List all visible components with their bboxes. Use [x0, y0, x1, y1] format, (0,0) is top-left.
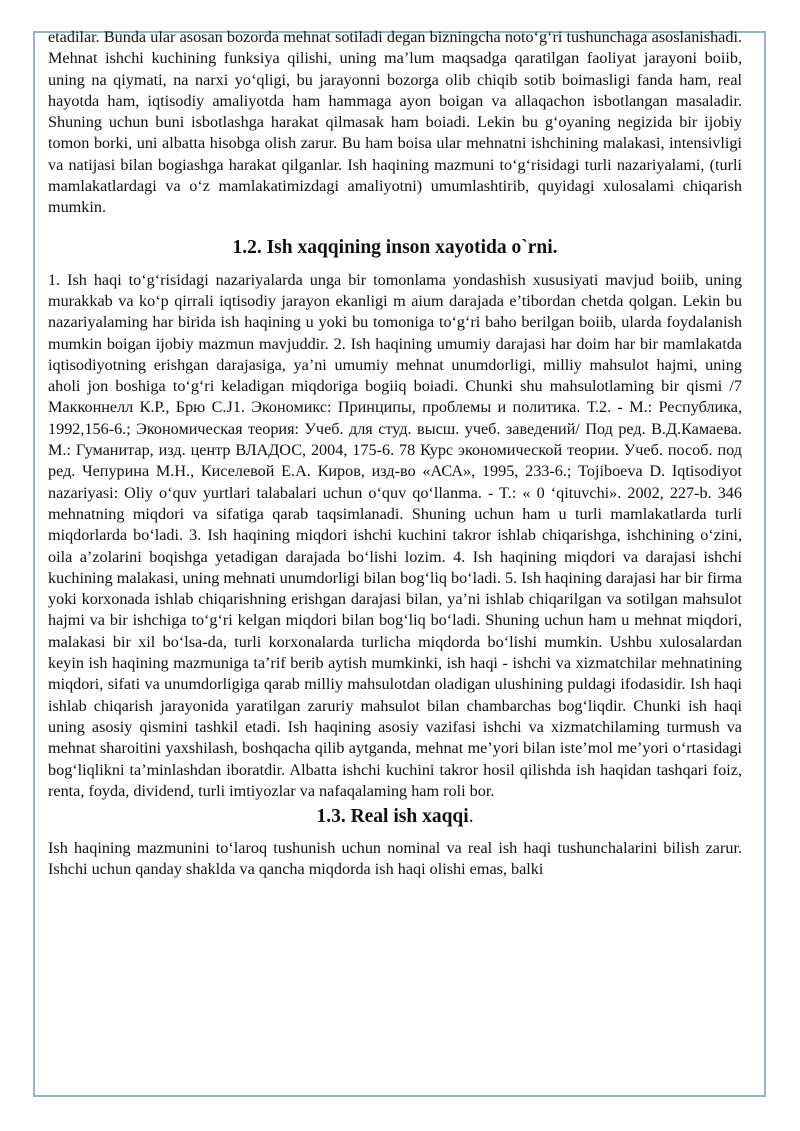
paragraph-conclusions: 1. Ish haqi to‘g‘risidagi nazariyalarda unga bir tomonlama yondashish xususiyati mavjud boiib, uning murakkab va ko‘p qirrali iqtisodiy jarayon ekanligi m aium darajada e’tibordan chetda qolgan. Lekin bu nazariyalaming har birida ish haqining u yoki bu tomoniga to‘g‘ri baho berilgan boiib, ularda foydalanish mumkin boigan ijobiy mazmun mavjuddir. 2. Ish haqining umumiy darajasi har doim har bir mamlakatda iqtisodiyotning erishgan darajasiga, ya’ni umumiy mehnat unumdorligi, milliy mahsulot hajmi, uning aholi jon boshiga to‘g‘ri keladigan miqdoriga bogiiq boiadi. Chunki shu mahsulotlaming bir qismi /7 Макконнелл К.Р., Брю С.J1. Экономикс: Принципы, проблемы и политика. Т.2. - М.: Республика, 1992,156-6.; Экономическая теория: Учеб. для студ. высш. учеб. заведений/ Под ред. В.Д.Камаева. М.: Гуманитар, изд. центр ВЛАДОС, 2004, 175-6. 78 Курс экономической теории. Учеб. пособ. под ред. Чепурина М.Н., Киселевой Е.А. Киров, изд-во «АСА», 1995, 233-6.; Tojiboeva D. Iqtisodiyot nazariyasi: Oliy o‘quv yurtlari talabalari uchun o‘quv qo‘llanma. - T.: « 0 ‘qituvchi». 2002, 227-b. 346 mehnatning miqdori va sifatiga qarab taqsimlanadi. Shuning uchun ham u turli mamlakatlarda turli miqdorlarda bo‘ladi. 3. Ish haqining miqdori ishchi kuchini takror ishlab chiqarishga, ishchining o‘zini, oila a’zolarini boqishga yetadigan darajada bo‘lishi lozim. 4. Ish haqining miqdori va darajasi ishchi kuchining malakasi, uning mehnati unumdorligi bilan bog‘liq bo‘ladi. 5. Ish haqining darajasi har bir firma yoki korxonada ishlab chiqarishning erishgan darajasi bilan, ya’ni ishlab chiqarilgan va sotilgan mahsulot hajmi va bir ishchiga to‘g‘ri kelgan miqdori bilan bog‘liq bo‘ladi. Shuning uchun ham u mehnat miqdori, malakasi bir xil bo‘lsa-da, turli korxonalarda turlicha miqdorda bo‘lishi mumkin. Ushbu xulosalardan keyin ish haqining mazmuniga ta’rif berib aytish mumkinki, ish haqi - ishchi va xizmatchilar mehnatining miqdori, sifati va unumdorligiga qarab milliy mahsulotdan oladigan ulushining puldagi ifodasidir. Ish haqi ishlab chiqarish jarayonida yaratilgan zaruriy mahsulot bilan chambarchas bog‘liqdir. Chunki ish haqi uning asosiy qismini tashkil etadi. Ish haqining asosiy vazifasi ishchi va xizmatchilaming turmush va mehnat sharoitini yaxshilash, boshqacha qilib aytganda, mehnat me’yori bilan iste’mol me’yori o‘rtasidagi bog‘liqlikni ta’minlashdan iboratdir. Albatta ishchi kuchini takror hosil qilishda ish haqidan tashqari foiz, renta, foyda, dividend, turli imtiyozlar va nafaqalaming ham roli bor. — [48, 270, 742, 800]
section-heading-1-3 — [48, 805, 742, 829]
section-heading-1-3-text: 1.3. Real ish xaqqi — [316, 806, 469, 828]
paragraph-real-wage: Ish haqining mazmunini to‘laroq tushunish uchun nominal va real ish haqi tushunchalarini bilish zarur. Ishchi uchun qanday shaklda va qancha miqdorda ish haqi olishi emas, balki — [48, 839, 742, 879]
section-heading-1-2: 1.2. Ish xaqqining inson xayotida o`rni. — [232, 236, 558, 258]
section-heading-1-3-period: . — [468, 806, 474, 828]
document-body — [48, 27, 742, 881]
paragraph-intro: etadilar. Bunda ular asosan bozorda mehnat sotiladi degan bizningcha noto‘g‘ri tushunchaga asoslanishadi. Mehnat ishchi kuchining funksiya qilishi, uning ma’lum maqsadga qaratilgan faoliyat jarayoni boiib, uning na qiymati, na narxi yo‘qligi, bu jarayonni bozorga olib chiqib sotib boimasligi fanda ham, real hayotda ham, iqtisodiy amaliyotda ham hammaga ayon boigan va allaqachon isbotlangan masaladir. Shuning uchun buni isbotlashga harakat qilmasak ham boiadi. Lekin bu g‘oyaning negizida bir ijobiy tomon borki, uni albatta hisobga olish zarur. Bu ham boisa ular mehnatni ishchining malakasi, intensivligi va natijasi bilan bogiashga harakat qilganlar. Ish haqining mazmuni to‘g‘risidagi turli nazariyalami, (turli mamlakatlardagi va o‘z mamlakatimizdagi amaliyotni) umumlashtirib, quyidagi xulosalami chiqarish mumkin. — [48, 28, 742, 217]
